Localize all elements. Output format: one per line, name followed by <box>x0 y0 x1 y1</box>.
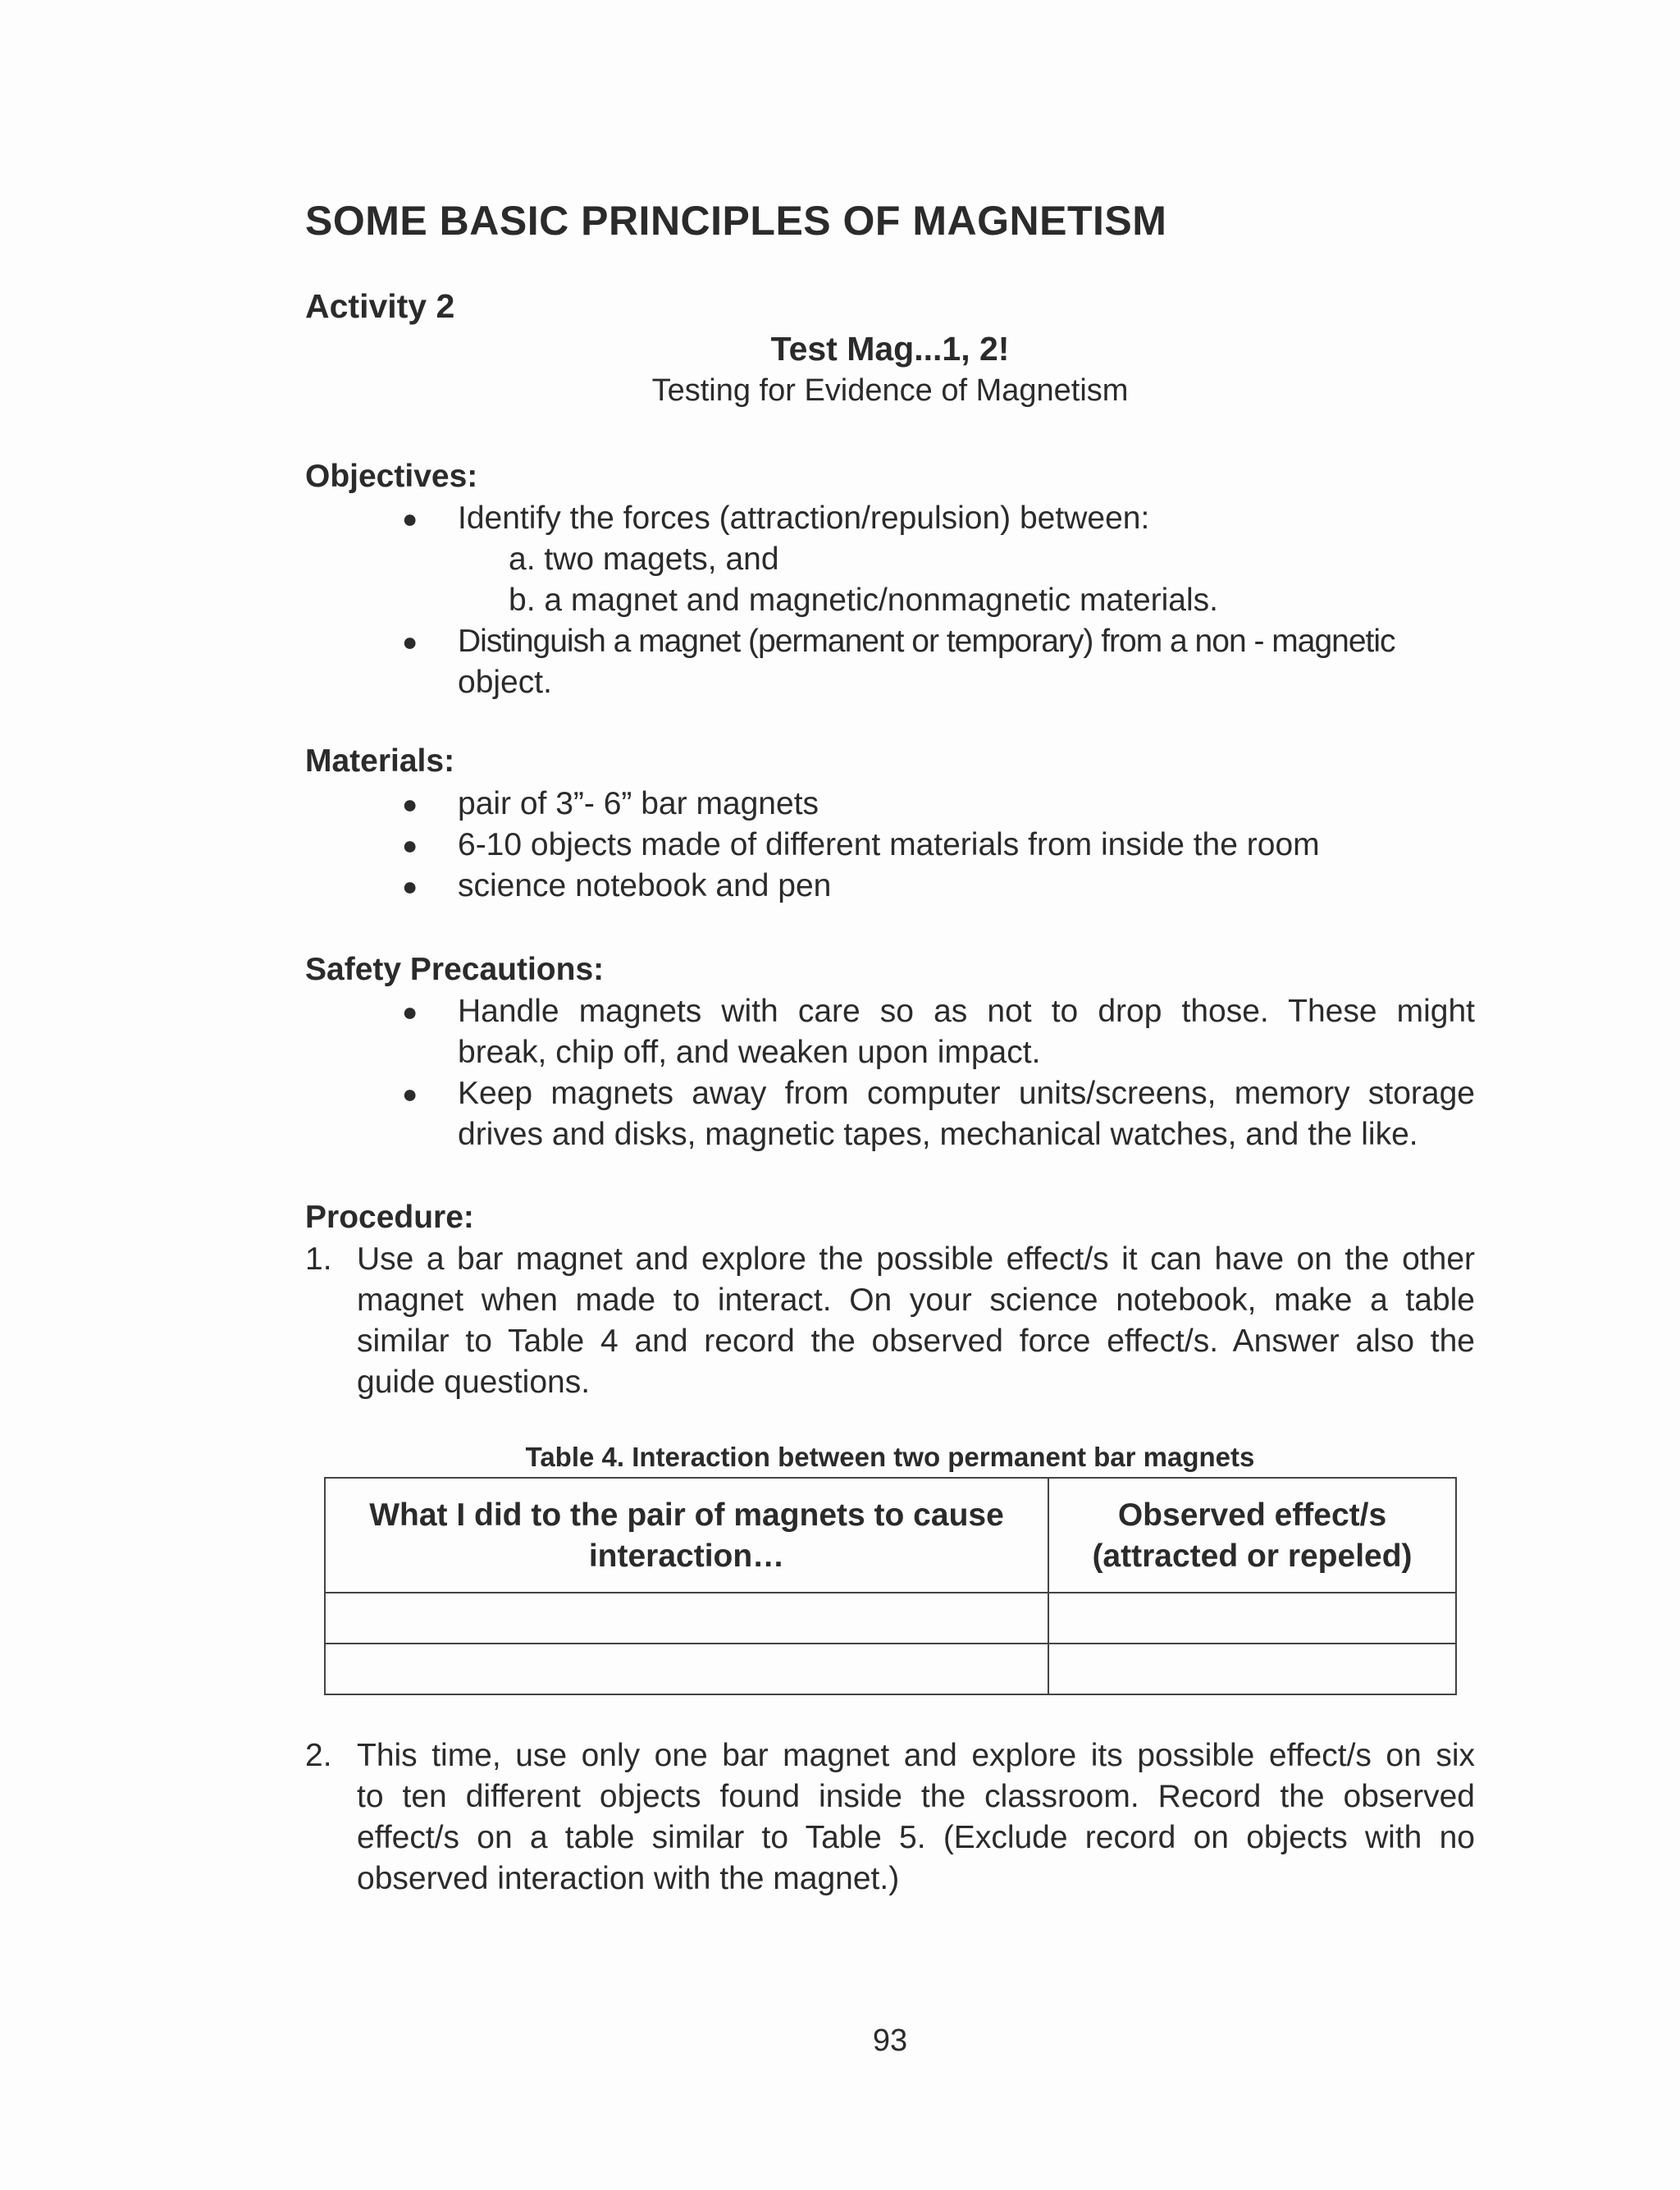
step-2-line: to ten different objects found inside the classroom. Record the observed <box>357 1779 1475 1814</box>
bullet-icon: ● <box>402 997 418 1026</box>
procedure-step-2 <box>0 1735 1680 1900</box>
step-number: 1. <box>305 1241 332 1277</box>
table-cell <box>325 1644 1048 1694</box>
table-header-action: What I did to the pair of magnets to cause interaction… <box>325 1478 1048 1593</box>
material-item: pair of 3”- 6” bar magnets <box>458 786 819 821</box>
step-1-line: guide questions. <box>357 1365 591 1400</box>
bullet-icon: ● <box>402 504 418 533</box>
materials-list <box>0 784 1680 907</box>
bullet-icon: ● <box>402 830 418 860</box>
table-header-effect: Observed effect/s (attracted or repeled) <box>1048 1478 1456 1593</box>
procedure-heading: Procedure: <box>305 1200 474 1235</box>
bullet-icon: ● <box>402 1079 418 1109</box>
step-2-line: This time, use only one bar magnet and explore its possible effect/s on six <box>357 1738 1475 1773</box>
step-1-line: Use a bar magnet and explore the possible effect/s it can have on the other <box>357 1241 1475 1277</box>
bullet-icon: ● <box>402 871 418 901</box>
table-cell <box>1048 1644 1456 1694</box>
objective-sub-b: b. a magnet and magnetic/nonmagnetic materials. <box>509 583 1218 618</box>
safety-item-2-line-2: drives and disks, magnetic tapes, mechanical watches, and the like. <box>458 1117 1418 1152</box>
material-item: science notebook and pen <box>458 868 832 903</box>
safety-item-1-line-2: break, chip off, and weaken upon impact. <box>458 1035 1041 1070</box>
safety-heading: Safety Precautions: <box>305 952 605 987</box>
safety-list <box>0 991 1680 1155</box>
page-number: 93 <box>872 2023 908 2058</box>
table-cell <box>1048 1593 1456 1644</box>
safety-item-2-line-1: Keep magnets away from computer units/screens, memory storage <box>458 1076 1475 1111</box>
activity-label: Activity 2 <box>305 287 455 325</box>
activity-title: Test Mag...1, 2! <box>770 330 1010 368</box>
activity-subtitle: Testing for Evidence of Magnetism <box>651 373 1129 408</box>
procedure-step-1 <box>0 1239 1680 1403</box>
table-header-row <box>325 1478 1456 1593</box>
step-number: 2. <box>305 1738 332 1773</box>
page-heading: SOME BASIC PRINCIPLES OF MAGNETISM <box>305 198 1167 244</box>
step-1-line: similar to Table 4 and record the observed force effect/s. Answer also the <box>357 1324 1475 1359</box>
objective-item-2-line-1: Distinguish a magnet (permanent or temporary) from a non - magnetic <box>458 624 1395 659</box>
objectives-heading: Objectives: <box>305 459 478 494</box>
step-2-line: observed interaction with the magnet.) <box>357 1861 900 1896</box>
material-item: 6-10 objects made of different materials from inside the room <box>458 827 1320 862</box>
table-4-caption: Table 4. Interaction between two permanent bar magnets <box>525 1442 1255 1472</box>
step-2-line: effect/s on a table similar to Table 5. (Exclude record on objects with no <box>357 1820 1475 1855</box>
materials-heading: Materials: <box>305 743 455 779</box>
step-1-line: magnet when made to interact. On your science notebook, make a table <box>357 1282 1475 1318</box>
bullet-icon: ● <box>402 789 418 819</box>
objectives-list <box>0 498 1680 703</box>
table-cell <box>325 1593 1048 1644</box>
table-4 <box>324 1477 1457 1695</box>
table-row <box>325 1644 1456 1694</box>
bullet-icon: ● <box>402 627 418 656</box>
table-row <box>325 1593 1456 1644</box>
objective-item-2-line-2: object. <box>458 665 552 700</box>
safety-item-1-line-1: Handle magnets with care so as not to drop those. These might <box>458 994 1475 1029</box>
objective-sub-a: a. two magets, and <box>509 542 779 577</box>
objective-item-1: Identify the forces (attraction/repulsion) between: <box>458 501 1150 536</box>
